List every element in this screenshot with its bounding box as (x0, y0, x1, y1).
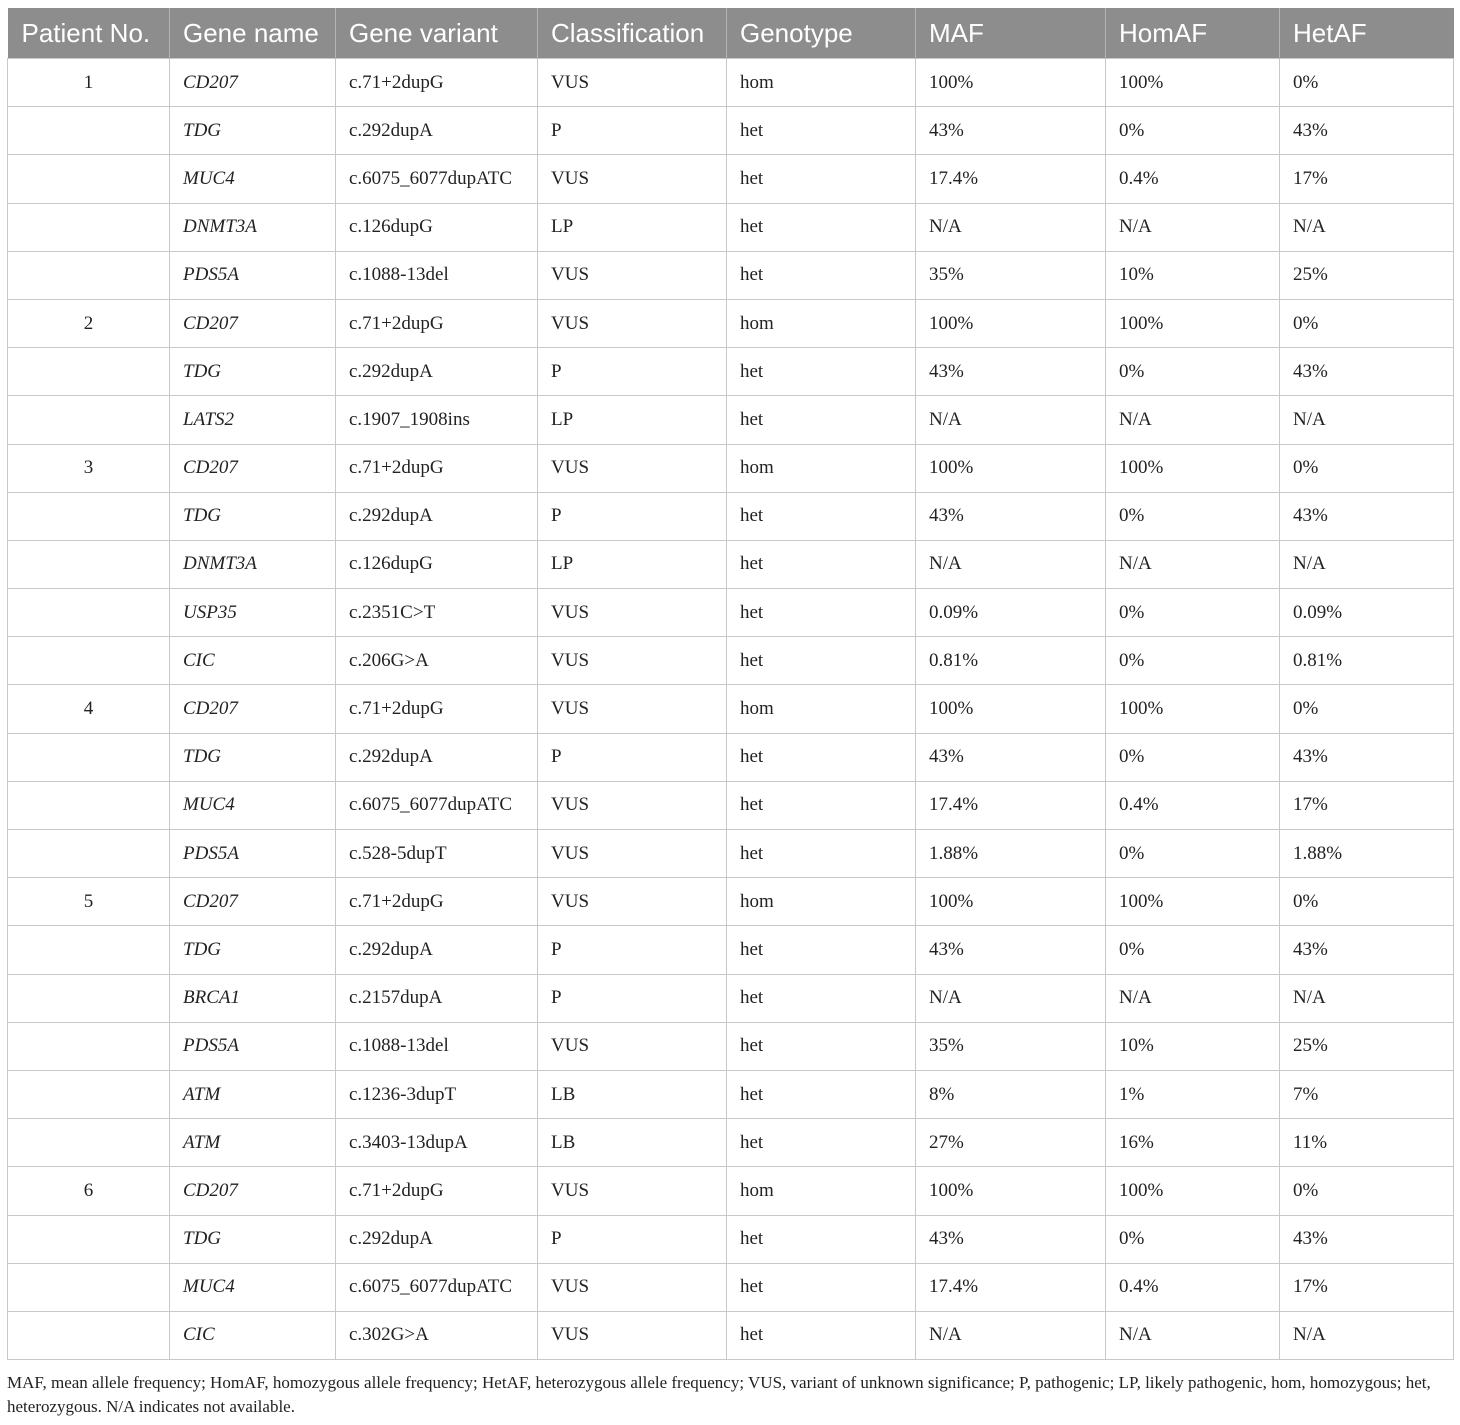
cell-gene-name: LATS2 (170, 396, 336, 444)
cell-gene-variant: c.302G>A (336, 1311, 538, 1359)
cell-gene-name: TDG (170, 733, 336, 781)
cell-gene-variant: c.71+2dupG (336, 878, 538, 926)
cell-hetaf: 43% (1280, 733, 1454, 781)
cell-genotype: het (727, 107, 916, 155)
cell-classification: VUS (538, 637, 727, 685)
cell-patient-no (8, 1311, 170, 1359)
cell-classification: VUS (538, 878, 727, 926)
cell-genotype: het (727, 492, 916, 540)
cell-gene-name: CD207 (170, 444, 336, 492)
cell-gene-name: ATM (170, 1119, 336, 1167)
cell-homaf: 0% (1106, 637, 1280, 685)
cell-hetaf: 0.09% (1280, 589, 1454, 637)
cell-homaf: 100% (1106, 444, 1280, 492)
cell-homaf: 100% (1106, 299, 1280, 347)
cell-gene-variant: c.292dupA (336, 926, 538, 974)
table-row (8, 1311, 1454, 1359)
cell-genotype: het (727, 974, 916, 1022)
cell-gene-name: CD207 (170, 299, 336, 347)
cell-patient-no (8, 107, 170, 155)
cell-patient-no (8, 733, 170, 781)
cell-genotype: het (727, 733, 916, 781)
cell-gene-name: TDG (170, 107, 336, 155)
cell-hetaf: N/A (1280, 540, 1454, 588)
cell-genotype: het (727, 203, 916, 251)
cell-genotype: het (727, 589, 916, 637)
cell-gene-name: MUC4 (170, 1263, 336, 1311)
cell-homaf: 0% (1106, 926, 1280, 974)
table-row (8, 203, 1454, 251)
cell-maf: 27% (916, 1119, 1106, 1167)
cell-patient-no (8, 1263, 170, 1311)
cell-genotype: het (727, 637, 916, 685)
cell-hetaf: 43% (1280, 107, 1454, 155)
cell-gene-name: TDG (170, 926, 336, 974)
cell-homaf: 0% (1106, 348, 1280, 396)
cell-patient-no: 4 (8, 685, 170, 733)
cell-genotype: het (727, 348, 916, 396)
cell-hetaf: 43% (1280, 926, 1454, 974)
cell-patient-no (8, 251, 170, 299)
cell-maf: 100% (916, 59, 1106, 107)
cell-homaf: 0.4% (1106, 155, 1280, 203)
cell-homaf: 10% (1106, 251, 1280, 299)
cell-hetaf: 0% (1280, 685, 1454, 733)
cell-maf: 35% (916, 1022, 1106, 1070)
cell-gene-variant: c.1907_1908ins (336, 396, 538, 444)
cell-patient-no (8, 203, 170, 251)
cell-genotype: hom (727, 444, 916, 492)
cell-gene-variant: c.292dupA (336, 107, 538, 155)
header-genotype: Genotype (727, 8, 916, 59)
table-row (8, 878, 1454, 926)
cell-homaf: 100% (1106, 59, 1280, 107)
cell-gene-name: CIC (170, 1311, 336, 1359)
cell-gene-variant: c.292dupA (336, 733, 538, 781)
table-row (8, 974, 1454, 1022)
cell-gene-name: TDG (170, 1215, 336, 1263)
cell-maf: N/A (916, 974, 1106, 1022)
cell-gene-name: CD207 (170, 59, 336, 107)
cell-hetaf: N/A (1280, 974, 1454, 1022)
cell-genotype: hom (727, 59, 916, 107)
cell-patient-no (8, 637, 170, 685)
cell-gene-variant: c.292dupA (336, 348, 538, 396)
table-row (8, 1070, 1454, 1118)
cell-maf: 100% (916, 685, 1106, 733)
cell-maf: N/A (916, 396, 1106, 444)
table-row (8, 492, 1454, 540)
cell-hetaf: 7% (1280, 1070, 1454, 1118)
cell-maf: 0.81% (916, 637, 1106, 685)
cell-gene-variant: c.1236-3dupT (336, 1070, 538, 1118)
cell-maf: 17.4% (916, 1263, 1106, 1311)
cell-gene-variant: c.292dupA (336, 1215, 538, 1263)
cell-hetaf: 25% (1280, 251, 1454, 299)
cell-genotype: hom (727, 1167, 916, 1215)
cell-gene-variant: c.1088-13del (336, 1022, 538, 1070)
cell-gene-name: MUC4 (170, 781, 336, 829)
cell-classification: VUS (538, 155, 727, 203)
cell-patient-no (8, 781, 170, 829)
cell-classification: P (538, 1215, 727, 1263)
cell-maf: 100% (916, 1167, 1106, 1215)
cell-gene-name: USP35 (170, 589, 336, 637)
cell-classification: VUS (538, 781, 727, 829)
table-row (8, 396, 1454, 444)
cell-homaf: N/A (1106, 974, 1280, 1022)
cell-maf: 43% (916, 107, 1106, 155)
cell-gene-variant: c.71+2dupG (336, 59, 538, 107)
cell-classification: LP (538, 396, 727, 444)
cell-classification: VUS (538, 685, 727, 733)
cell-gene-variant: c.71+2dupG (336, 1167, 538, 1215)
table-row (8, 1263, 1454, 1311)
cell-gene-variant: c.2351C>T (336, 589, 538, 637)
cell-classification: VUS (538, 830, 727, 878)
cell-genotype: het (727, 1119, 916, 1167)
cell-gene-variant: c.1088-13del (336, 251, 538, 299)
header-maf: MAF (916, 8, 1106, 59)
cell-patient-no: 1 (8, 59, 170, 107)
cell-classification: VUS (538, 1167, 727, 1215)
cell-gene-name: PDS5A (170, 251, 336, 299)
cell-genotype: het (727, 396, 916, 444)
cell-patient-no (8, 1070, 170, 1118)
cell-gene-variant: c.71+2dupG (336, 685, 538, 733)
cell-gene-variant: c.292dupA (336, 492, 538, 540)
cell-hetaf: 1.88% (1280, 830, 1454, 878)
cell-homaf: N/A (1106, 203, 1280, 251)
cell-gene-name: MUC4 (170, 155, 336, 203)
cell-hetaf: 0% (1280, 59, 1454, 107)
cell-patient-no: 2 (8, 299, 170, 347)
cell-classification: VUS (538, 299, 727, 347)
cell-gene-name: CIC (170, 637, 336, 685)
cell-genotype: het (727, 926, 916, 974)
cell-homaf: 16% (1106, 1119, 1280, 1167)
cell-maf: N/A (916, 1311, 1106, 1359)
header-patient-no: Patient No. (8, 8, 170, 59)
cell-homaf: 1% (1106, 1070, 1280, 1118)
cell-hetaf: 17% (1280, 1263, 1454, 1311)
table-row (8, 540, 1454, 588)
variant-table-container (7, 8, 1453, 1360)
cell-maf: 100% (916, 444, 1106, 492)
table-row (8, 299, 1454, 347)
cell-hetaf: N/A (1280, 396, 1454, 444)
table-row (8, 1119, 1454, 1167)
cell-gene-name: DNMT3A (170, 203, 336, 251)
cell-maf: 17.4% (916, 155, 1106, 203)
cell-classification: VUS (538, 1022, 727, 1070)
cell-patient-no: 6 (8, 1167, 170, 1215)
table-row (8, 589, 1454, 637)
cell-genotype: het (727, 1263, 916, 1311)
table-row (8, 1215, 1454, 1263)
cell-maf: 100% (916, 299, 1106, 347)
cell-maf: 100% (916, 878, 1106, 926)
cell-classification: LP (538, 203, 727, 251)
cell-homaf: 0% (1106, 589, 1280, 637)
cell-genotype: het (727, 1215, 916, 1263)
cell-gene-name: ATM (170, 1070, 336, 1118)
cell-hetaf: 0% (1280, 444, 1454, 492)
cell-patient-no (8, 1119, 170, 1167)
header-classification: Classification (538, 8, 727, 59)
cell-gene-name: CD207 (170, 1167, 336, 1215)
cell-homaf: N/A (1106, 1311, 1280, 1359)
cell-gene-variant: c.6075_6077dupATC (336, 781, 538, 829)
cell-homaf: N/A (1106, 396, 1280, 444)
cell-classification: VUS (538, 589, 727, 637)
table-row (8, 733, 1454, 781)
cell-classification: P (538, 926, 727, 974)
cell-hetaf: 17% (1280, 155, 1454, 203)
cell-gene-name: PDS5A (170, 1022, 336, 1070)
table-row (8, 1022, 1454, 1070)
cell-homaf: 100% (1106, 878, 1280, 926)
cell-homaf: 0% (1106, 830, 1280, 878)
cell-classification: VUS (538, 1263, 727, 1311)
cell-genotype: het (727, 781, 916, 829)
cell-maf: 43% (916, 926, 1106, 974)
cell-patient-no (8, 926, 170, 974)
cell-maf: 8% (916, 1070, 1106, 1118)
cell-hetaf: 0% (1280, 299, 1454, 347)
cell-hetaf: N/A (1280, 203, 1454, 251)
cell-genotype: het (727, 1311, 916, 1359)
cell-genotype: hom (727, 685, 916, 733)
cell-homaf: 0% (1106, 492, 1280, 540)
cell-hetaf: 0% (1280, 1167, 1454, 1215)
cell-homaf: N/A (1106, 540, 1280, 588)
cell-gene-variant: c.2157dupA (336, 974, 538, 1022)
cell-patient-no (8, 589, 170, 637)
cell-classification: VUS (538, 251, 727, 299)
cell-maf: 43% (916, 492, 1106, 540)
cell-patient-no: 3 (8, 444, 170, 492)
cell-classification: P (538, 107, 727, 155)
table-row (8, 444, 1454, 492)
cell-gene-name: CD207 (170, 878, 336, 926)
cell-gene-variant: c.6075_6077dupATC (336, 155, 538, 203)
header-row (8, 8, 1454, 59)
cell-maf: 0.09% (916, 589, 1106, 637)
cell-hetaf: 0.81% (1280, 637, 1454, 685)
cell-gene-name: CD207 (170, 685, 336, 733)
cell-genotype: hom (727, 299, 916, 347)
cell-genotype: het (727, 1022, 916, 1070)
cell-maf: 1.88% (916, 830, 1106, 878)
table-body (8, 59, 1454, 1360)
cell-classification: VUS (538, 1311, 727, 1359)
cell-genotype: hom (727, 878, 916, 926)
cell-hetaf: 0% (1280, 878, 1454, 926)
cell-classification: VUS (538, 59, 727, 107)
table-row (8, 155, 1454, 203)
cell-patient-no: 5 (8, 878, 170, 926)
table-row (8, 348, 1454, 396)
cell-gene-name: BRCA1 (170, 974, 336, 1022)
cell-gene-variant: c.6075_6077dupATC (336, 1263, 538, 1311)
table-row (8, 685, 1454, 733)
cell-patient-no (8, 348, 170, 396)
cell-homaf: 100% (1106, 1167, 1280, 1215)
cell-classification: VUS (538, 444, 727, 492)
cell-genotype: het (727, 540, 916, 588)
cell-homaf: 0% (1106, 107, 1280, 155)
table-row (8, 926, 1454, 974)
cell-hetaf: 11% (1280, 1119, 1454, 1167)
cell-maf: N/A (916, 540, 1106, 588)
cell-patient-no (8, 1022, 170, 1070)
cell-gene-variant: c.528-5dupT (336, 830, 538, 878)
cell-patient-no (8, 974, 170, 1022)
cell-classification: P (538, 492, 727, 540)
cell-genotype: het (727, 155, 916, 203)
cell-patient-no (8, 540, 170, 588)
cell-gene-variant: c.71+2dupG (336, 299, 538, 347)
table-row (8, 830, 1454, 878)
cell-maf: 17.4% (916, 781, 1106, 829)
cell-gene-name: TDG (170, 348, 336, 396)
cell-hetaf: 43% (1280, 1215, 1454, 1263)
table-footnote: MAF, mean allele frequency; HomAF, homozygous allele frequency; HetAF, heterozygous allele frequency; VUS, variant of unknown significance; P, pathogenic; LP, likely pathogenic, hom, homozygous; het, heterozygous. N/A indicates not available. (7, 1373, 1431, 1416)
cell-patient-no (8, 492, 170, 540)
cell-maf: 43% (916, 733, 1106, 781)
cell-genotype: het (727, 1070, 916, 1118)
cell-homaf: 0% (1106, 733, 1280, 781)
cell-homaf: 0.4% (1106, 1263, 1280, 1311)
cell-homaf: 100% (1106, 685, 1280, 733)
cell-gene-variant: c.126dupG (336, 540, 538, 588)
cell-maf: 35% (916, 251, 1106, 299)
cell-patient-no (8, 155, 170, 203)
table-row (8, 251, 1454, 299)
cell-gene-variant: c.3403-13dupA (336, 1119, 538, 1167)
header-gene-variant: Gene variant (336, 8, 538, 59)
table-row (8, 107, 1454, 155)
cell-hetaf: 43% (1280, 492, 1454, 540)
header-homaf: HomAF (1106, 8, 1280, 59)
cell-gene-name: PDS5A (170, 830, 336, 878)
cell-classification: P (538, 348, 727, 396)
header-hetaf: HetAF (1280, 8, 1454, 59)
cell-homaf: 0.4% (1106, 781, 1280, 829)
table-row (8, 781, 1454, 829)
cell-homaf: 0% (1106, 1215, 1280, 1263)
cell-hetaf: 17% (1280, 781, 1454, 829)
cell-classification: LP (538, 540, 727, 588)
table-header (8, 8, 1454, 59)
cell-classification: P (538, 733, 727, 781)
cell-hetaf: 25% (1280, 1022, 1454, 1070)
cell-hetaf: N/A (1280, 1311, 1454, 1359)
cell-classification: LB (538, 1070, 727, 1118)
cell-maf: 43% (916, 1215, 1106, 1263)
cell-gene-variant: c.71+2dupG (336, 444, 538, 492)
variant-table (7, 8, 1454, 1360)
cell-genotype: het (727, 251, 916, 299)
cell-patient-no (8, 396, 170, 444)
cell-gene-variant: c.126dupG (336, 203, 538, 251)
cell-hetaf: 43% (1280, 348, 1454, 396)
cell-gene-name: DNMT3A (170, 540, 336, 588)
table-row (8, 637, 1454, 685)
header-gene-name: Gene name (170, 8, 336, 59)
cell-maf: N/A (916, 203, 1106, 251)
table-row (8, 1167, 1454, 1215)
cell-classification: LB (538, 1119, 727, 1167)
cell-maf: 43% (916, 348, 1106, 396)
cell-classification: P (538, 974, 727, 1022)
cell-patient-no (8, 1215, 170, 1263)
cell-genotype: het (727, 830, 916, 878)
cell-homaf: 10% (1106, 1022, 1280, 1070)
cell-patient-no (8, 830, 170, 878)
table-row (8, 59, 1454, 107)
cell-gene-name: TDG (170, 492, 336, 540)
cell-gene-variant: c.206G>A (336, 637, 538, 685)
